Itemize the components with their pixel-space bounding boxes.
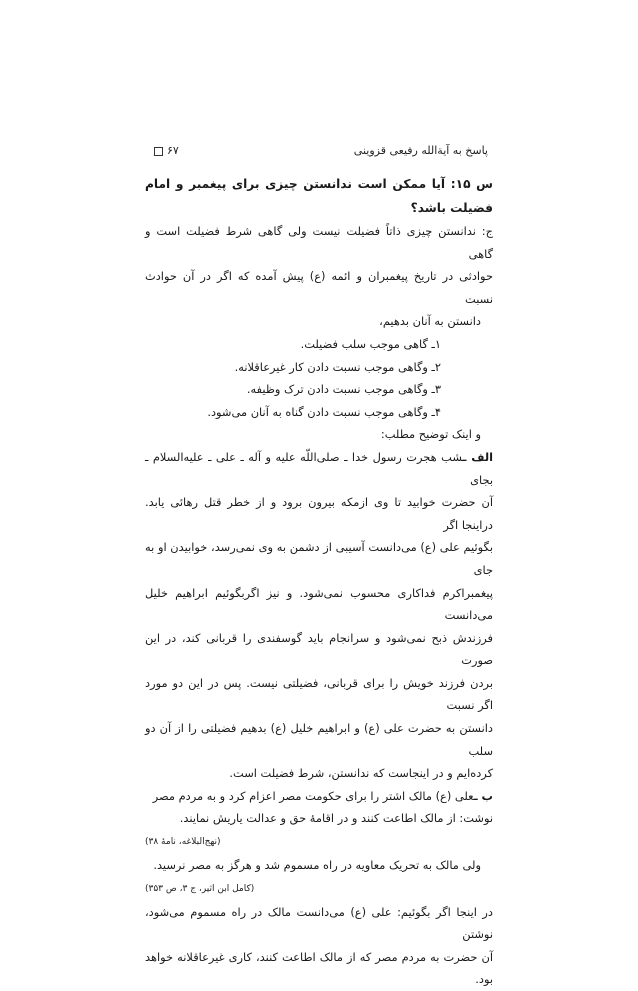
alef-line-3: بگوئیم علی (ع) می‌دانست آسیبی از دشمن به وی نمی‌رسد، خوابیدن او به جای xyxy=(145,540,493,577)
intro-line: و اینک توضیح مطلب: xyxy=(380,427,481,442)
alef-line-5: فرزندش ذبح نمی‌شود و سرانجام باید گوسفندی را قربانی کند، در این صورت xyxy=(145,630,493,668)
question-heading: س ۱۵: آیا ممکن است ندانستن چیزی برای پیغمبر و امام فضیلت باشد؟ xyxy=(145,177,494,215)
final-line-2: آن حضرت به مردم مصر که از مالک اطاعت کنند، کاری غیرعاقلانه خواهد بود. xyxy=(145,949,493,987)
list-item-4: ۴ـ وگاهی موجب نسبت دادن گناه به آنان می‌شود. xyxy=(207,404,441,419)
page-body xyxy=(145,172,493,991)
citation-kamil: (کامل ابن اثیر، ج ۳، ص ۳۵۳) xyxy=(145,883,255,894)
be-line-1 xyxy=(145,785,493,808)
alef-line-1 xyxy=(145,446,493,491)
be-line-2: نوشت: از مالک اطاعت کنند و در اقامهٔ حق و عدالت یاریش نمایند. xyxy=(179,811,493,826)
alef-text-1: شب هجرت رسول خدا ـ صلی‌اللّه علیه و آله ـ علی ـ علیه‌السلام ـ بجای xyxy=(145,449,493,487)
citation-nahj: (نهج‌البلاغه، نامهٔ ۳۸) xyxy=(145,837,221,848)
alef-label: الف ـ xyxy=(462,449,493,464)
alef-line-6: بردن فرزند خویش را برای قربانی، فضیلتی نیست. پس در این دو مورد اگر نسبت xyxy=(145,675,493,713)
alef-line-4: پیغمبراکرم فداکاری محسوب نمی‌شود. و نیز اگربگوئیم ابراهیم خلیل می‌دانست xyxy=(145,585,493,623)
final-line-1: در اینجا اگر بگوئیم: علی (ع) می‌دانست مالک در راه مسموم می‌شود، نوشتن xyxy=(145,904,493,942)
list-item-3: ۳ـ وگاهی موجب نسبت دادن ترک وظیفه. xyxy=(246,382,441,397)
be-label: ب ـ xyxy=(473,788,493,803)
running-header xyxy=(150,143,488,159)
answer-line-2: حوادثی در تاریخ پیغمبران و ائمه (ع) پیش آمده که اگر در آن حوادث نسبت xyxy=(145,269,493,306)
malik-line: ولی مالک به تحریک معاویه در راه مسموم شد و هرگز به مصر نرسید. xyxy=(153,858,481,873)
answer-line-3: دانستن به آنان بدهیم، xyxy=(379,314,481,329)
page-number: ۶۷ xyxy=(167,144,179,157)
alef-line-2: آن حضرت خوابید تا وی ازمکه بیرون برود و از خطر قتل رهائی یابد. دراینجا اگر xyxy=(145,495,493,532)
alef-line-8: کرده‌ایم و در اینجاست که ندانستن، شرط فضیلت است. xyxy=(229,766,493,781)
alef-line-7: دانستن به حضرت علی (ع) و ابراهیم خلیل (ع) بدهیم فضیلتی را از آن دو سلب xyxy=(145,721,493,758)
header-page-number xyxy=(150,143,179,159)
header-title: پاسخ به آیةالله رفیعی قزوینی xyxy=(353,144,488,157)
list-item-1: ۱ـ گاهی موجب سلب فضیلت. xyxy=(300,336,441,351)
answer-line-1: ج: ندانستن چیزی ذاتاً فضیلت نیست ولی گاهی شرط فضیلت است و گاهی xyxy=(145,224,493,261)
be-text-1: علی (ع) مالک اشتر را برای حکومت مصر اعزام کرد و به مردم مصر xyxy=(152,788,474,803)
list-item-2: ۲ـ وگاهی موجب نسبت دادن کار غیرعاقلانه. xyxy=(234,359,441,374)
square-ornament-icon xyxy=(154,147,163,156)
